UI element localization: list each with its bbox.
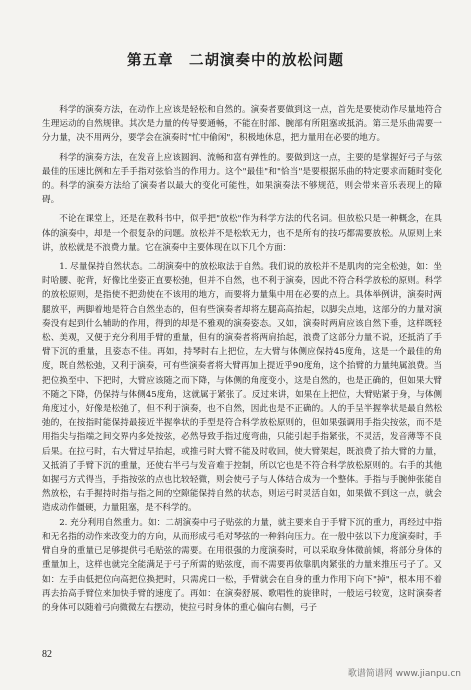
paragraph-natural-gravity: 2. 充分利用自然重力。如：二胡演奏中弓子贴弦的力量，就主要来自于手臂下沉的重力，再经过中指和无名指的动作来改变力的方向，从而形成弓毛对琴弦的一种斜向压力。在一般中弦以下力度演奏时，手臂自身的重量已足够提供弓毛贴弦的需要。在用很强的力度演奏时，可以采取身体微前倾，将部分身体的重量加上，这样也就完全能满足于弓子所需的贴弦度，而不需要再依靠肌肉紧张的力量来推压弓子了。又如：左手由低把位向高把位换把时，只需虎口一松，手臂就会在自身的重力作用下向下"掉"，根本用不着再去抬高手臂位来加快手臂的速度了。再如：在演奏舒展、歌唱性的旋律时，一般运弓较宽，这时演奏者的身体可以随着弓向微微左右摆动，使拉弓时身体的重心偏向右侧，弓子 bbox=[42, 517, 442, 613]
page-number: 82 bbox=[42, 649, 52, 660]
paragraph-intro: 科学的演奏方法，在动作上应该是轻松和自然的。演奏者要做到这一点，首先是要使动作尽量地符合生理运动的自然规律。其次是力量的传导要通畅，不能在肘部、腕部有所阻塞或抵消。第三是乐曲需要一分力量，决不用两分，要学会在演奏时"忙中偷闲"，积极地休息，把力量用在必要的地方。 bbox=[42, 105, 442, 144]
paragraph-natural-state: 1. 尽量保持自然状态。二胡演奏中的放松取法于自然。我们说的放松并不是肌肉的完全松弛，如：坐时哈腰、驼背，好像比坐姿正直要松弛，但并不自然，也不利于演奏，因此不符合科学放松的原则。科学的放松原则，是指使不把劲使在不该用的地方，而要将力量集中用在必要的点上。具体举例讲，演奏时两腿放平，两脚着地是符合自然坐态的，但有些演奏者却将左腿高高抬起，以脚尖点地，这部分的力量对演奏没有起到什么辅助的作用，得到的却是不雅观的演奏姿态。又如，演奏时两肩应该自然下垂，这样既轻松、美观，又便于充分利用手臂的重量，但有的演奏者将两肩抬起，浪费了这部分力量不说，还抵消了手臂下沉的重量，且姿态不佳。再如，持琴时右上把位，左大臂与体侧应保持45度角，这是一个最佳的角度，既自然松弛，又利于演奏，可有些演奏者将大臂再加上提近乎90度角，这个抬臂的力量纯属浪费。当把位换至中、下把时，大臂应该随之而下降，与体侧的角度变小，这是自然的，也是正确的，但如果大臂不随之下降，仍保持与体侧45度角，这就属于紧张了。反过来讲，如果在上把位，大臂贴紧于身，与体侧角度过小，好像是松弛了，但不利于演奏，也不自然，因此也是不正确的。人的手呈半握拳状是最自然松弛的，在按指时能保持最接近半握拳状的手型是符合科学放松原则的，但如果强调用手指尖按弦，而不是用指尖与指端之间交界内多处按弦，必然导致手指过度弯曲，只能引起手指紧张，不灵活，发音薄等不良后果。在拉弓时，右大臂过早抬起，或推弓时大臂不能及时收回，使大臂架起，既浪费了抬大臂的力量，又抵消了手臂下沉的重量，还使右半弓与发音难于控制，所以它也是不符合科学放松原则的。右手的其他如握弓方式得当，手指按弦的点也比较轻微，则会使弓子与人体结合成为一个整体。手指与手腕伸张能自然放松，右手握持时指与指之间的空隙能保持自然的状态，则运弓时灵活自如，如果做不到这一点，就会造成动作僵硬，力量阻塞，是不科学的。 bbox=[42, 262, 442, 514]
chapter-title: 第五章 二胡演奏中的放松问题 bbox=[127, 53, 344, 69]
paragraph-sound: 科学的演奏方法，在发音上应该圆润、流畅和富有弹性的。要做到这一点，主要的是掌握好弓子与弦最佳的压速比例和左手手指对弦恰当的作用力。这个"最佳"和"恰当"是要根据乐曲的特定要求而随时变化的。科学的演奏方法给了演奏者以最大的变化可能性，如果演奏法不够规范，则会带来音乐表现上的障碍。 bbox=[42, 152, 442, 206]
paragraph-relaxation-concept: 不论在课堂上，还是在教科书中，似乎把"放松"作为科学方法的代名词。但放松只是一种概念，在具体的演奏中，却是一个很复杂的问题。放松并不是松软无力，也不是所有的技巧都需要放松。从原则上来讲，放松就是不浪费力量。它在演奏中主要体现在以下几个方面： bbox=[42, 214, 442, 253]
site-watermark: 歌谱简谱网 www.jianpu.cn bbox=[347, 669, 461, 679]
chapter-body bbox=[42, 103, 442, 615]
